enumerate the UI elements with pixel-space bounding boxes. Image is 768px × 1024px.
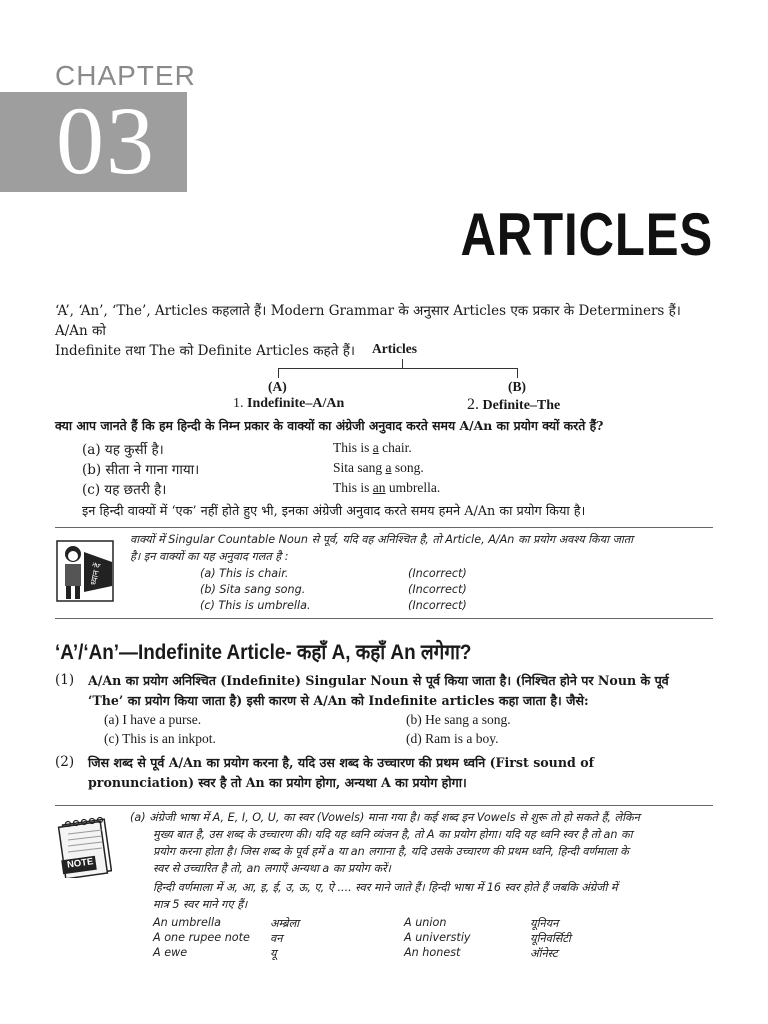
tree-left-leg: [278, 368, 279, 378]
caution-item-b: (b) Sita sang song.: [200, 583, 306, 596]
note-pron-6: ऑनेस्ट: [530, 947, 558, 960]
rule1-num: (1): [55, 672, 75, 688]
note-badge: [56, 814, 112, 878]
tree-left-letter: (A): [268, 379, 287, 394]
example-en-b: Sita sang a song.: [333, 460, 424, 475]
note-word-3: A one rupee note: [153, 931, 250, 944]
tree-right-node: [467, 396, 560, 414]
note-word-6: An honest: [404, 946, 461, 959]
caution-item-a: (a) This is chair.: [200, 567, 289, 580]
tree-left-node: [233, 396, 344, 412]
note-line-6: मात्र 5 स्वर माने गए हैं।: [153, 898, 248, 911]
example-en-a: This is a chair.: [333, 440, 412, 455]
caution-status-a: (Incorrect): [408, 567, 467, 580]
example-hi-b: (b) सीता ने गाना गाया।: [82, 462, 200, 478]
note-word-4: A universtiy: [404, 931, 471, 944]
tree-branch: [278, 368, 518, 369]
tree-stem: [402, 359, 403, 368]
chapter-label: CHAPTER: [55, 60, 196, 91]
tree-right-label: Definite–The: [482, 398, 561, 413]
note-rule: [55, 805, 713, 806]
rule2-num: (2): [55, 754, 75, 770]
page-title: ARTICLES: [460, 201, 713, 268]
note-word-5: A ewe: [153, 946, 188, 959]
rule1-example-a: (a) I have a purse.: [104, 712, 202, 727]
caution-line-2: है। इन वाक्यों का यह अनुवाद गलत है :: [130, 550, 289, 563]
caution-rule: [55, 527, 713, 528]
tree-root: Articles: [372, 341, 417, 356]
example-en-c: This is an umbrella.: [333, 480, 441, 495]
note-pron-1: अम्ब्रेला: [270, 917, 300, 930]
rule2-line-1: जिस शब्द से पूर्व A/An का प्रयोग करना है, यदि उस शब्द के उच्चारण की प्रथम ध्वनि (First sound of: [88, 755, 595, 770]
rule2-line-2: pronunciation) स्वर है तो An का प्रयोग होगा, अन्यथा A का प्रयोग होगा।: [88, 775, 467, 790]
note-pron-5: यू: [270, 947, 277, 960]
note-word-2: A union: [404, 916, 447, 929]
note-line-5: हिन्दी वर्णमाला में अ, आ, इ, ई, उ, ऊ, ए, ऐ .... स्वर माने जाते हैं। हिन्दी भाषा में 16 स्वर होते हैं जबकि अंग्रेजी में: [153, 881, 618, 894]
caution-rule-bottom: [55, 618, 713, 619]
chapter-number: 03: [56, 87, 156, 194]
rule1-line-1: A/An का प्रयोग अनिश्चित (Indefinite) Singular Noun से पूर्व किया जाता है। (निश्चित होने पर Noun के पूर्व: [88, 673, 669, 688]
rule1-example-d: (d) Ram is a boy.: [406, 731, 499, 746]
note-pron-2: यूनियन: [530, 917, 559, 930]
intro-line-2: Indefinite तथा The को Definite Articles कहते हैं।: [55, 343, 356, 359]
note-line-4: स्वर से उच्चारित है तो, an लगाएँ अन्यथा a का प्रयोग करें।: [153, 862, 391, 875]
note-pron-4: यूनिवर्सिटी: [530, 932, 571, 945]
tree-right-letter: (B): [508, 379, 526, 394]
tree-right-num: 2.: [467, 396, 479, 413]
tree-right-leg: [517, 368, 518, 378]
rule1-line-2: ‘The’ का प्रयोग किया जाता है) इसी कारण से A/An को Indefinite articles कहा जाता है। जैसे:: [88, 693, 589, 708]
tree-left-label: Indefinite–A/An: [247, 396, 345, 411]
caution-line-1: वाक्यों में Singular Countable Noun से पूर्व, यदि वह अनिश्चित है, तो Article, A/An का प्रयोग अवश्य किया जाता: [130, 533, 634, 546]
question: क्या आप जानते हैं कि हम हिन्दी के निम्न प्रकार के वाक्यों का अंग्रेजी अनुवाद करते समय A/An का प्रयोग क्यों करते हैं?: [55, 418, 604, 433]
teacher-icon: [56, 540, 114, 602]
note-pron-3: वन: [270, 932, 283, 945]
examples-note: इन हिन्दी वाक्यों में ‘एक’ नहीं होते हुए भी, इनका अंग्रेजी अनुवाद करते समय हमने A/An का प्रयोग किया है।: [82, 504, 586, 519]
note-badge-label: NOTE: [66, 856, 95, 871]
tree-left-num: 1.: [233, 396, 244, 411]
rule1-example-b: (b) He sang a song.: [406, 712, 511, 727]
rule1-example-c: (c) This is an inkpot.: [104, 731, 216, 746]
example-hi-a: (a) यह कुर्सी है।: [82, 442, 164, 458]
caution-badge-label: ध्यान दें: [88, 562, 104, 587]
intro-line-1: ‘A’, ‘An’, ‘The’, Articles कहलाते हैं। Modern Grammar के अनुसार Articles एक प्रकार के Determiners हैं। A/An को: [55, 303, 681, 339]
caution-status-c: (Incorrect): [408, 599, 467, 612]
note-line-3: प्रयोग करना होता है। जिस शब्द के पूर्व हमें a या an लगाना है, यदि उसके उच्चारण की प्रथम ध्वनि, हिन्दी वर्णमाला के: [153, 845, 629, 858]
section-heading: ‘A’/‘An’—Indefinite Article- कहाँ A, कहाँ An लगेगा?: [55, 641, 472, 664]
caution-badge: [56, 540, 114, 602]
caution-item-c: (c) This is umbrella.: [200, 599, 311, 612]
note-line-2: मुख्य बात है, उस शब्द के उच्चारण की। यदि यह ध्वनि व्यंजन है, तो A का प्रयोग होगा। यदि यह ध्वनि स्वर है तो an का: [153, 828, 633, 841]
note-line-1: (a) अंग्रेजी भाषा में A, E, I, O, U, का स्वर (Vowels) माना गया है। कई शब्द इन Vowels से शुरू तो हो सकते हैं, लेकिन: [130, 811, 640, 824]
example-hi-c: (c) यह छतरी है।: [82, 482, 167, 498]
note-word-1: An umbrella: [153, 916, 221, 929]
caution-status-b: (Incorrect): [408, 583, 467, 596]
